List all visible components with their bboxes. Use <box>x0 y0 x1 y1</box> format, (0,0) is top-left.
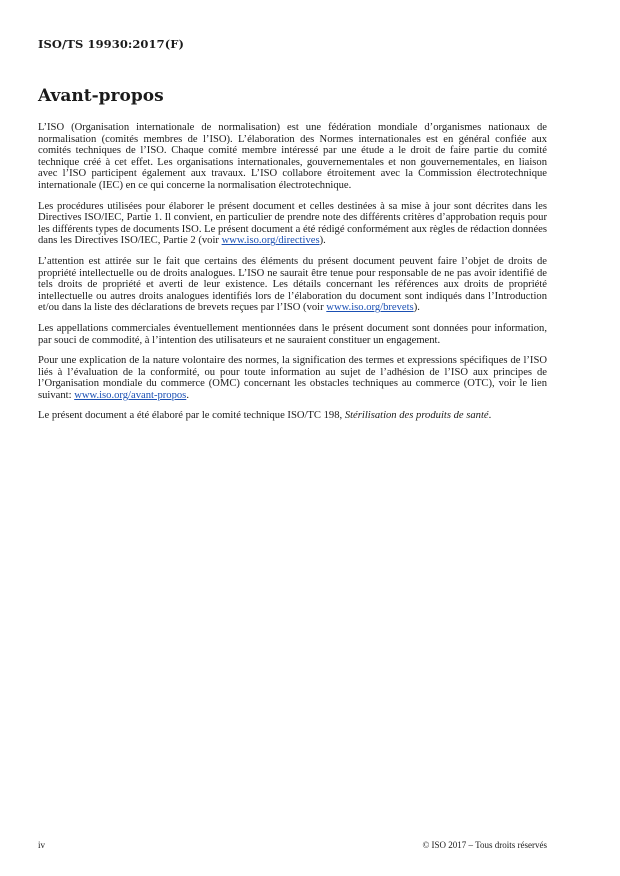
paragraph-text: ). <box>413 302 420 314</box>
foreword-body <box>38 122 547 431</box>
document-id: ISO/TS 19930:2017(F) <box>38 37 185 51</box>
paragraph-voluntary-nature <box>38 355 547 401</box>
paragraph-text: ). <box>319 235 326 247</box>
copyright-notice: © ISO 2017 – Tous droits réservés <box>422 840 547 850</box>
paragraph-text: Pour une explication de la nature volontaire des normes, la signification des termes et expressions spécifiques de l’ISO liés à l’évaluation de la conformité, ou pour toute information au sujet de l’adhésion de l’ISO aux principes de l’Organisation mondiale du commerce (OMC) concernant les obstacles techniques au commerce (OTC), voir le lien suivant: <box>38 355 547 401</box>
paragraph-text: L’attention est attirée sur le fait que certains des éléments du présent document peuvent faire l’objet de droits de propriété intellectuelle ou de droits analogues. L’ISO ne saurait être tenue pour responsable de ne pas avoir identifié de tels droits de propriété et averti de leur existence. Les détails concernant les références aux droits de propriété intellectuelle ou autres droits analogues identifiés lors de l’élaboration du document sont indiqués dans l’Introduction et/ou dans la liste des déclarations de brevets reçues par l’ISO (voir <box>38 255 547 314</box>
foreword-link[interactable]: www.iso.org/avant-propos <box>74 389 187 401</box>
paragraph-text: . <box>186 389 189 401</box>
paragraph-text: Les procédures utilisées pour élaborer le présent document et celles destinées à sa mise à jour sont décrites dans les Directives ISO/IEC, Partie 1. Il convient, en particulier de prendre note des différents critères d’approbation requis pour les différents types de documents ISO. Le présent document a été rédigé conformément aux règles de rédaction données dans les Directives ISO/IEC, Partie 2 (voir <box>38 200 547 247</box>
page-number: iv <box>38 840 46 850</box>
paragraph-iso-intro: L’ISO (Organisation internationale de normalisation) est une fédération mondiale d’organismes nationaux de normalisation (comités membres de l’ISO). L’élaboration des Normes internationales est en général confiée aux comités techniques de l’ISO. Chaque comité membre intéressé par une étude a le droit de faire partie du comité technique créé à cet effet. Les organisations internationales, gouvernementales et non gouvernementales, en liaison avec l’ISO participent également aux travaux. L’ISO collabore étroitement avec la Commission électrotechnique internationale (IEC) en ce qui concerne la normalisation électrotechnique. <box>38 122 547 191</box>
patents-link[interactable]: www.iso.org/brevets <box>326 302 414 314</box>
paragraph-text: Le présent document a été élaboré par le comité technique ISO/TC 198, <box>38 410 345 422</box>
page-title: Avant-propos <box>38 86 164 106</box>
paragraph-text: . <box>488 410 492 422</box>
paragraph-committee <box>38 410 547 422</box>
paragraph-procedures <box>38 201 547 247</box>
paragraph-patents <box>38 256 547 314</box>
paragraph-trade-names: Les appellations commerciales éventuellement mentionnées dans le présent document sont données pour information, par souci de commodité, à l’intention des utilisateurs et ne sauraient constituer un engagement. <box>38 322 547 346</box>
directives-link[interactable]: www.iso.org/directives <box>221 235 320 247</box>
committee-title: Stérilisation des produits de santé <box>344 410 489 422</box>
